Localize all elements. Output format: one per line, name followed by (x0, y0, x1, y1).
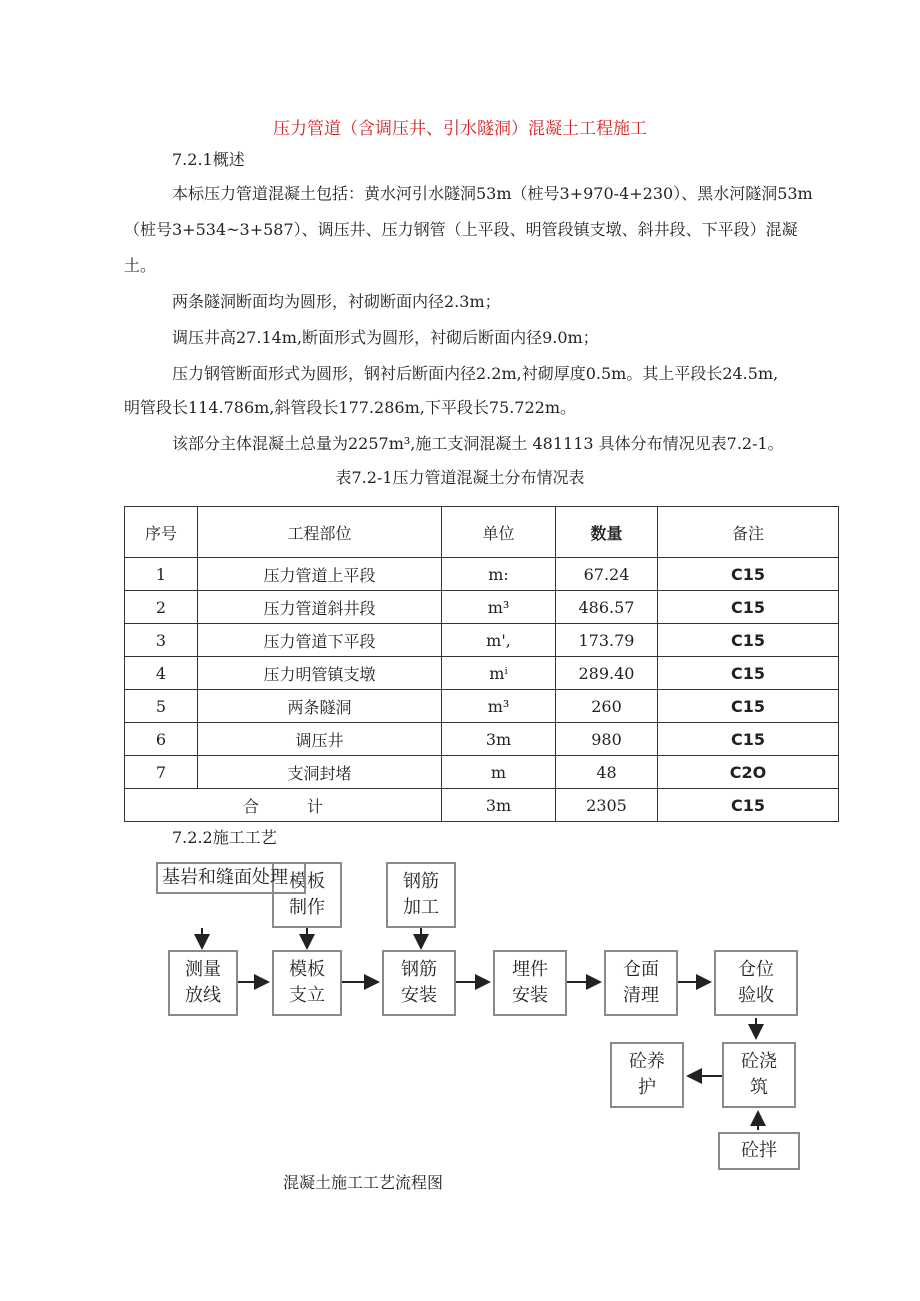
flow-cure (610, 1042, 684, 1108)
flow-template-make-label: 模板制作 (289, 871, 325, 918)
header-cell: 单位 (442, 507, 556, 558)
cell-unit: m³ (442, 690, 556, 723)
header-cell: 工程部位 (198, 507, 442, 558)
flow-embed-install-label: 埋件安装 (512, 959, 548, 1006)
flow-rebar-install-label: 钢筋安装 (401, 959, 437, 1006)
section-heading-7-2-1: 7.2.1概述 (172, 150, 245, 169)
cell-index: 4 (125, 657, 198, 690)
paragraph-line: 明管段长114.786m,斜管段长177.286m,下平段长75.722m。 (124, 398, 577, 417)
paragraph-line: 土。 (124, 256, 157, 275)
cell-index: 5 (125, 690, 198, 723)
section-heading-7-2-2: 7.2.2施工工艺 (172, 828, 277, 847)
paragraph-line: 调压井高27.14m,断面形式为圆形，衬砌后断面内径9.0m； (172, 328, 599, 347)
flow-mix (718, 1132, 800, 1170)
flow-mix-label: 砼拌 (741, 1140, 777, 1161)
cell-index: 1 (125, 558, 198, 591)
header-cell: 数量 (556, 507, 658, 558)
cell-part: 压力明管镇支墩 (198, 657, 442, 690)
cell-index: 6 (125, 723, 198, 756)
flow-rebar-install (382, 950, 456, 1016)
cell-remark: C15 (658, 789, 839, 822)
cell-quantity: 980 (556, 723, 658, 756)
flow-clean-label: 仓面清理 (623, 959, 659, 1006)
cell-unit: 3m (442, 723, 556, 756)
cell-unit: m (442, 756, 556, 789)
cell-part: 两条隧洞 (198, 690, 442, 723)
flow-pour-label: 砼浇筑 (741, 1051, 777, 1098)
cell-part: 压力管道下平段 (198, 624, 442, 657)
cell-quantity: 2305 (556, 789, 658, 822)
flow-accept-label: 仓位验收 (738, 959, 774, 1006)
cell-part: 压力管道斜井段 (198, 591, 442, 624)
cell-remark: C2O (658, 756, 839, 789)
cell-index: 3 (125, 624, 198, 657)
flow-survey (168, 950, 238, 1016)
paragraph-line: 两条隧洞断面均为圆形，衬砌断面内径2.3m； (172, 292, 501, 311)
cell-index: 7 (125, 756, 198, 789)
paragraph-line: 本标压力管道混凝土包括：黄水河引水隧洞53m（桩号3+970-4+230）、黑水河隧洞53m (172, 184, 813, 203)
cell-quantity: 173.79 (556, 624, 658, 657)
cell-quantity: 289.40 (556, 657, 658, 690)
flow-base-treatment-label: 基岩和缝面处理 (162, 867, 288, 888)
cell-unit: m: (442, 558, 556, 591)
flow-survey-label: 测量放线 (185, 959, 221, 1006)
cell-remark: C15 (658, 723, 839, 756)
cell-remark: C15 (658, 558, 839, 591)
cell-unit: m³ (442, 591, 556, 624)
document-title: 压力管道（含调压井、引水隧洞）混凝土工程施工 (273, 119, 647, 139)
cell-remark: C15 (658, 657, 839, 690)
cell-part: 压力管道上平段 (198, 558, 442, 591)
cell-remark: C15 (658, 690, 839, 723)
cell-unit: mⁱ (442, 657, 556, 690)
cell-remark: C15 (658, 591, 839, 624)
flow-template-set (272, 950, 342, 1016)
flow-accept (714, 950, 798, 1016)
table-caption: 表7.2-1压力管道混凝土分布情况表 (335, 468, 585, 487)
paragraph-line: （桩号3+534~3+587）、调压井、压力钢管（上平段、明管段镇支墩、斜井段、下平段）混凝 (124, 220, 798, 239)
cell-quantity: 67.24 (556, 558, 658, 591)
cell-quantity: 260 (556, 690, 658, 723)
cell-remark: C15 (658, 624, 839, 657)
flow-base-treatment (156, 862, 306, 894)
cell-quantity: 48 (556, 756, 658, 789)
cell-quantity: 486.57 (556, 591, 658, 624)
flow-rebar-process (386, 862, 456, 928)
header-cell: 序号 (125, 507, 198, 558)
flowchart-caption: 混凝土施工工艺流程图 (283, 1173, 444, 1192)
flow-pour (722, 1042, 796, 1108)
cell-unit: 3m (442, 789, 556, 822)
cell-unit: m', (442, 624, 556, 657)
cell-total-label: 合 计 (125, 789, 442, 822)
cell-index: 2 (125, 591, 198, 624)
flow-clean (604, 950, 678, 1016)
header-cell: 备注 (658, 507, 839, 558)
flow-embed-install (493, 950, 567, 1016)
paragraph-line: 该部分主体混凝土总量为2257m³,施工支洞混凝土 481113 具体分布情况见表7.2-1。 (172, 434, 784, 453)
flow-template-set-label: 模板支立 (289, 959, 325, 1006)
cell-part: 支洞封堵 (198, 756, 442, 789)
flow-cure-label: 砼养护 (629, 1051, 665, 1098)
flow-rebar-process-label: 钢筋加工 (403, 871, 439, 918)
cell-part: 调压井 (198, 723, 442, 756)
paragraph-line: 压力钢管断面形式为圆形，钢衬后断面内径2.2m,衬砌厚度0.5m。其上平段长24.5m, (172, 364, 779, 383)
